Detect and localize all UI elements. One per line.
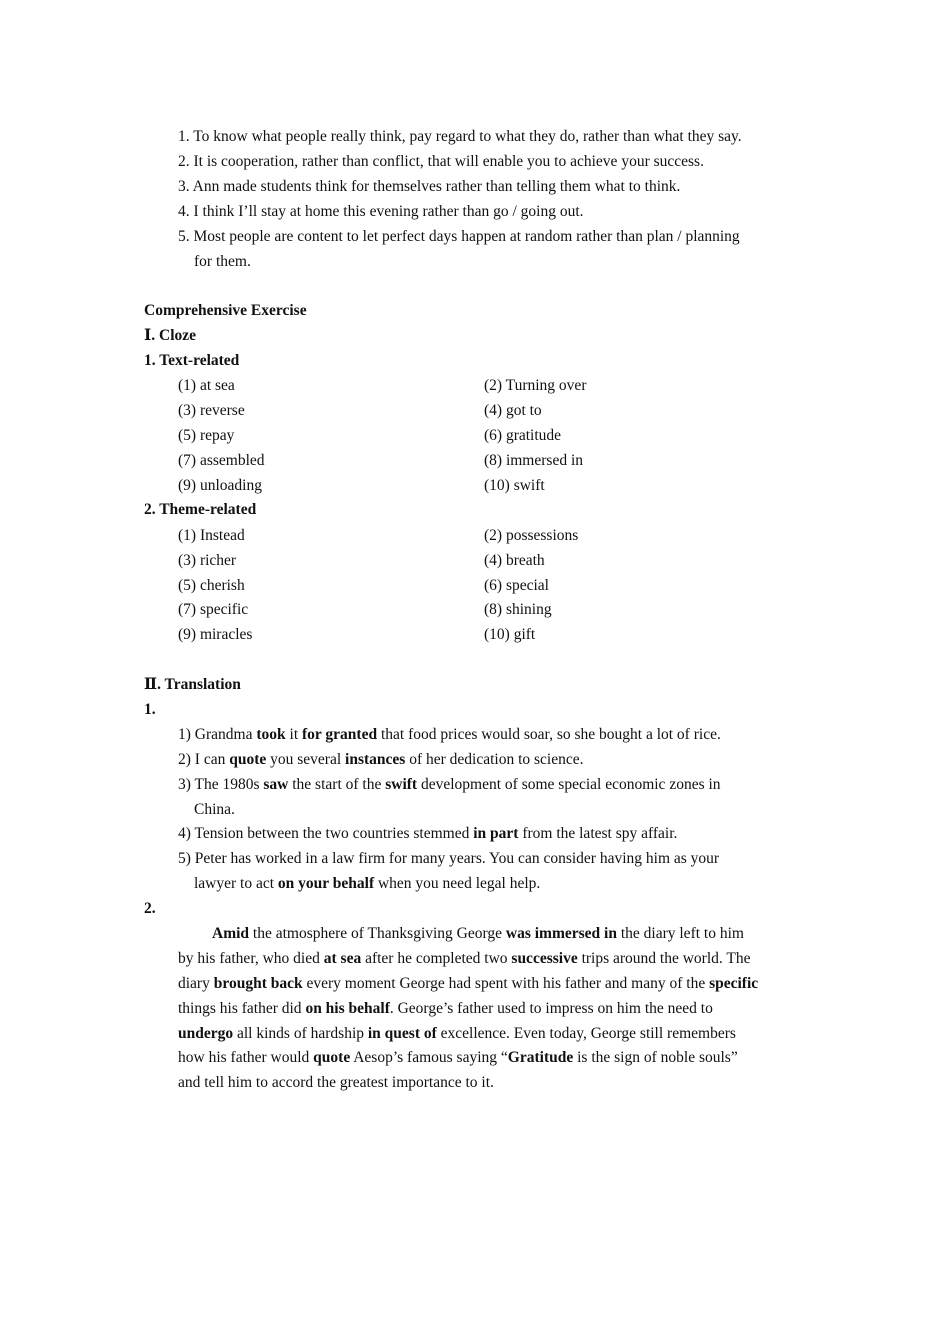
translation-part-1-label: 1. [144,701,156,718]
sentence-3: 3. Ann made students think for themselves rather than telling them what to think. [178,178,681,195]
cloze-answer: (6) gratitude [484,427,562,444]
translation-part-2-label: 2. [144,900,156,917]
cloze-answer: (1) at sea [178,377,235,394]
cloze-answer: (10) gift [484,626,536,643]
section-title: Comprehensive Exercise [144,302,307,319]
cloze-heading: Ⅰ. Cloze [144,327,197,344]
sentence-1: 1. To know what people really think, pay regard to what they do, rather than what they say. [178,128,742,145]
sentence-5-continuation: for them. [194,253,251,270]
sentence-2: 2. It is cooperation, rather than conflict, that will enable you to achieve your success. [178,153,704,170]
translation-sentence-4: 4) Tension between the two countries stemmed in part from the latest spy affair. [178,825,678,842]
cloze-answer: (5) cherish [178,577,245,594]
cloze-answer: (8) immersed in [484,452,584,469]
cloze-answer: (4) breath [484,552,545,569]
paragraph-line-5: undergo all kinds of hardship in quest of excellence. Even today, George still remembers [178,1025,736,1042]
text-related-heading: 1. Text-related [144,352,240,369]
cloze-answer: (3) reverse [178,402,245,419]
paragraph-line-7: and tell him to accord the greatest importance to it. [178,1074,494,1091]
cloze-answer: (8) shining [484,601,552,618]
translation-sentence-5-continuation: lawyer to act on your behalf when you need legal help. [194,875,541,892]
paragraph-line-1: Amid the atmosphere of Thanksgiving George was immersed in the diary left to him [212,925,744,942]
cloze-answer: (4) got to [484,402,542,419]
theme-related-heading: 2. Theme-related [144,501,257,518]
sentence-5: 5. Most people are content to let perfect days happen at random rather than plan / planning [178,228,740,245]
translation-sentence-1: 1) Grandma took it for granted that food prices would soar, so she bought a lot of rice. [178,726,721,743]
paragraph-line-4: things his father did on his behalf. George’s father used to impress on him the need to [178,1000,713,1017]
translation-sentence-3: 3) The 1980s saw the start of the swift development of some special economic zones in [178,776,721,793]
sentence-4: 4. I think I’ll stay at home this evening rather than go / going out. [178,203,584,220]
cloze-answer: (9) unloading [178,477,262,494]
cloze-answer: (9) miracles [178,626,253,643]
cloze-answer: (7) specific [178,601,249,618]
cloze-answer: (5) repay [178,427,235,444]
cloze-answer: (2) Turning over [484,377,587,394]
translation-sentence-2: 2) I can quote you several instances of her dedication to science. [178,751,584,768]
cloze-answer: (7) assembled [178,452,265,469]
paragraph-line-6: how his father would quote Aesop’s famous saying “Gratitude is the sign of noble souls” [178,1049,738,1066]
cloze-answer: (1) Instead [178,527,245,544]
cloze-answer: (10) swift [484,477,545,494]
translation-heading: Ⅱ. Translation [144,676,241,693]
translation-sentence-5: 5) Peter has worked in a law firm for many years. You can consider having him as your [178,850,720,867]
translation-sentence-3-continuation: China. [194,801,235,818]
paragraph-line-2: by his father, who died at sea after he completed two successive trips around the world. The [178,950,751,967]
cloze-answer: (3) richer [178,552,237,569]
cloze-answer: (6) special [484,577,549,594]
paragraph-line-3: diary brought back every moment George had spent with his father and many of the specific [178,975,759,992]
cloze-answer: (2) possessions [484,527,579,544]
